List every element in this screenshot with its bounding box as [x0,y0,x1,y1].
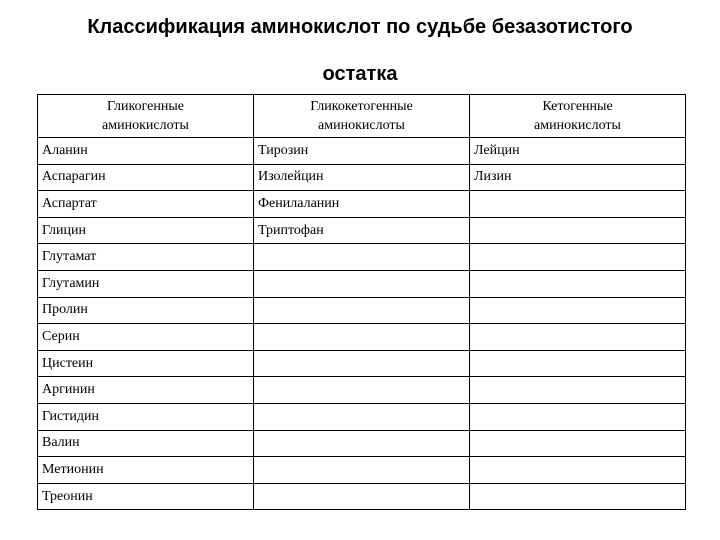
table-cell [470,403,686,430]
table-cell [470,217,686,244]
table-cell [470,270,686,297]
table-cell: Валин [38,430,254,457]
table-cell [254,403,470,430]
table-cell [254,350,470,377]
table-cell: Триптофан [254,217,470,244]
table-cell [470,297,686,324]
title-line-1: Классификация аминокислот по судьбе безазотистого [87,16,633,38]
table-row [38,191,686,218]
table-cell: Цистеин [38,350,254,377]
table-cell: Пролин [38,297,254,324]
table-cell: Фенилаланин [254,191,470,218]
table-row [38,217,686,244]
table-cell [254,297,470,324]
table-row [38,430,686,457]
table-cell: Лизин [470,164,686,191]
table-cell: Глутамат [38,244,254,271]
table-cell [470,191,686,218]
table-cell [254,377,470,404]
header-row [38,95,686,138]
table-header [38,95,686,138]
table-cell [254,244,470,271]
table-cell [470,430,686,457]
table-cell [254,430,470,457]
page-title [0,4,720,98]
header-glycogenic: Гликогенные аминокислоты [38,95,254,138]
table-cell [470,457,686,484]
table-row [38,244,686,271]
table-row [38,164,686,191]
table-cell [254,457,470,484]
table-cell [470,377,686,404]
table-row [38,377,686,404]
title-line-2: остатка [322,63,398,85]
table-cell [470,324,686,351]
table-cell: Изолейцин [254,164,470,191]
table-cell [254,324,470,351]
table-cell: Аланин [38,138,254,165]
header-glycoketogenic: Гликокетогенные аминокислоты [254,95,470,138]
table-cell: Глутамин [38,270,254,297]
table-cell [254,483,470,510]
table-cell: Метионин [38,457,254,484]
table-cell: Глицин [38,217,254,244]
table-row [38,483,686,510]
table-row [38,297,686,324]
table-cell: Аспарагин [38,164,254,191]
table-cell: Аспартат [38,191,254,218]
table-body [38,138,686,510]
table-cell: Гистидин [38,403,254,430]
table-cell [470,350,686,377]
table-row [38,138,686,165]
table-cell: Треонин [38,483,254,510]
table-cell: Тирозин [254,138,470,165]
table-cell: Аргинин [38,377,254,404]
table-row [38,324,686,351]
table-cell [470,244,686,271]
table-row [38,457,686,484]
table-row [38,270,686,297]
table-cell: Лейцин [470,138,686,165]
table-row [38,403,686,430]
amino-acid-table [37,94,686,510]
table-cell: Серин [38,324,254,351]
table-cell [254,270,470,297]
table-cell [470,483,686,510]
table-row [38,350,686,377]
header-ketogenic: Кетогенные аминокислоты [470,95,686,138]
